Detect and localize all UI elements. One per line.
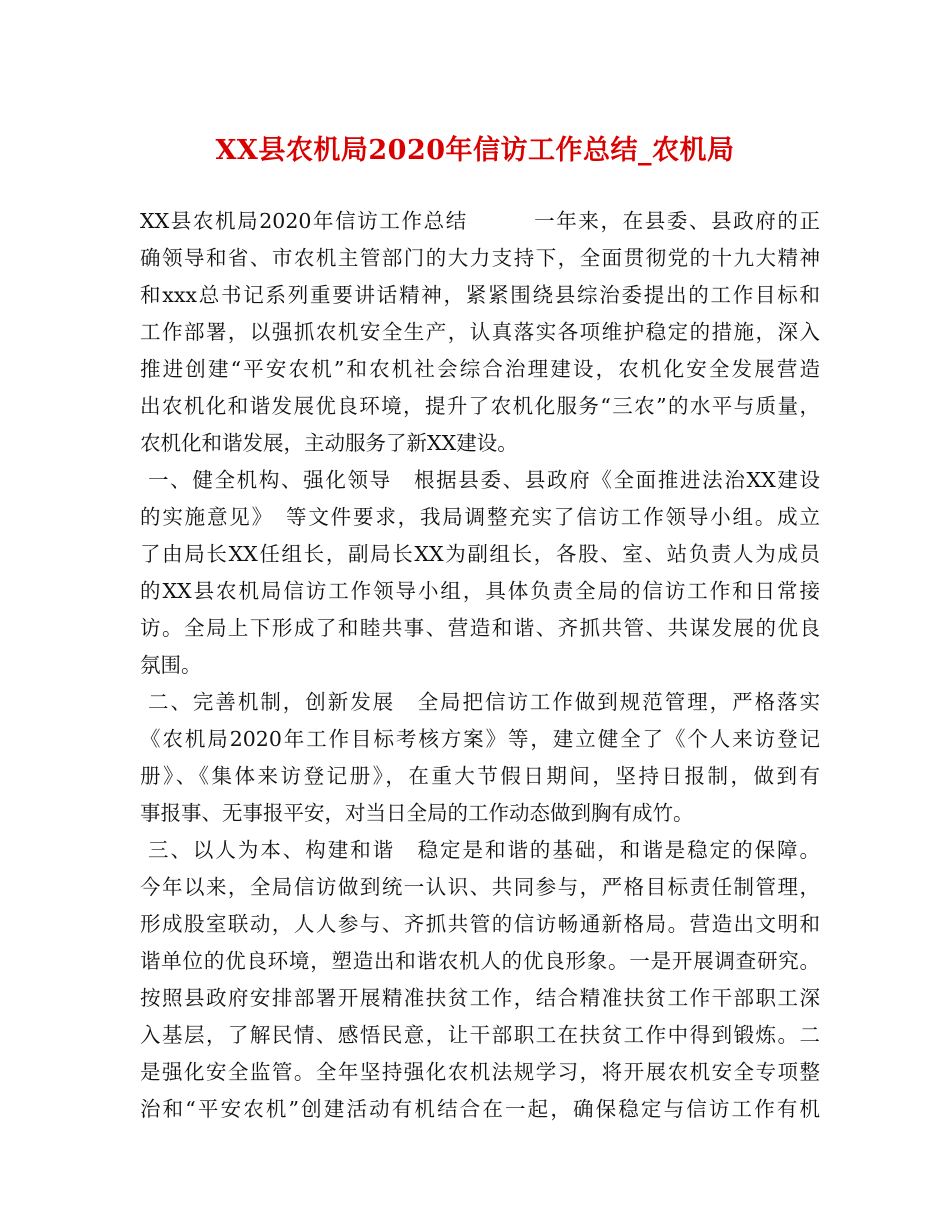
body-line: 和xxx总书记系列重要讲话精神，紧紧围绕县综治委提出的工作目标和 [140,283,820,307]
body-line: 访。全局上下形成了和睦共事、营造和谐、齐抓共管、共谋发展的优良 [140,616,820,640]
body-line: 的XX县农机局信访工作领导小组，具体负责全局的信访工作和日常接 [140,579,820,603]
document-body [140,203,820,1128]
body-line: 事报事、无事报平安，对当日全局的工作动态做到胸有成竹。 [140,801,694,825]
body-line: XX县农机局2020年信访工作总结 一年来，在县委、县政府的正 [140,209,820,233]
body-line: 谐单位的优良环境，塑造出和谐农机人的优良形象。一是开展调查研究。 [140,949,820,973]
body-line: 推进创建“平安农机”和农机社会综合治理建设，农机化安全发展营造 [140,357,820,381]
body-line: 入基层，了解民情、感悟民意，让干部职工在扶贫工作中得到锻炼。二 [140,1023,820,1047]
section-heading-line: 一、健全机构、强化领导 根据县委、县政府《全面推进法治XX建设 [148,468,820,492]
body-line: 册》、《集体来访登记册》，在重大节假日期间，坚持日报制，做到有 [140,764,820,788]
body-line: 工作部署，以强抓农机安全生产，认真落实各项维护稳定的措施，深入 [140,320,820,344]
body-line: 《农机局2020年工作目标考核方案》等，建立健全了《个人来访登记 [140,727,820,751]
body-line: 今年以来，全局信访做到统一认识、共同参与，严格目标责任制管理， [140,875,820,899]
body-line: 确领导和省、市农机主管部门的大力支持下，全面贯彻党的十九大精神 [140,246,820,270]
section-heading-line: 三、以人为本、构建和谐 稳定是和谐的基础，和谐是稳定的保障。 [148,838,820,862]
body-line: 出农机化和谐发展优良环境，提升了农机化服务“三农”的水平与质量， [140,394,820,418]
body-line: 农机化和谐发展，主动服务了新XX建设。 [140,431,518,455]
body-line: 的实施意见》 等文件要求，我局调整充实了信访工作领导小组。成立 [140,505,820,529]
document-title: XX县农机局2020年信访工作总结_农机局 [215,135,735,166]
body-line: 氛围。 [140,653,202,677]
body-line: 形成股室联动，人人参与、齐抓共管的信访畅通新格局。营造出文明和 [140,912,820,936]
body-line: 了由局长XX任组长，副局长XX为副组长，各股、室、站负责人为成员 [140,542,820,566]
body-line: 按照县政府安排部署开展精准扶贫工作，结合精准扶贫工作干部职工深 [140,986,820,1010]
body-line: 治和“平安农机”创建活动有机结合在一起，确保稳定与信访工作有机 [140,1097,820,1121]
section-heading-line: 二、完善机制，创新发展 全局把信访工作做到规范管理，严格落实 [148,690,820,714]
body-line: 是强化安全监管。全年坚持强化农机法规学习，将开展农机安全专项整 [140,1060,820,1084]
